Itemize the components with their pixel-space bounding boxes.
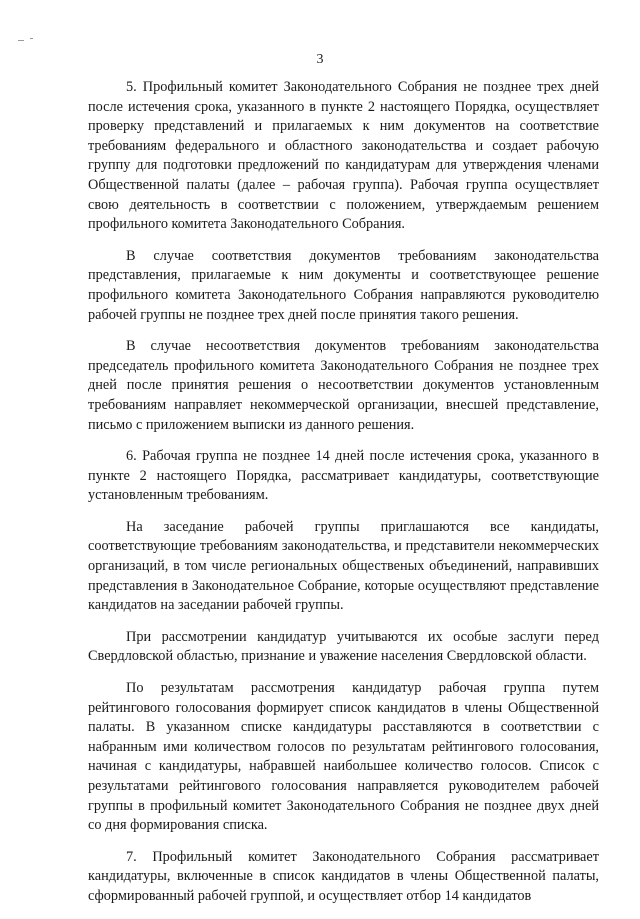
document-body [88, 78, 599, 919]
paragraph: 7. Профильный комитет Законодательного Собрания рассматривает кандидатуры, включенные в список кандидатов в члены Общественной палаты, сформированный рабочей группой, и осуществляет отбор 14 кандидатов [88, 848, 599, 904]
paragraph: По результатам рассмотрения кандидатур рабочая группа путем рейтингового голосования формирует список кандидатов в члены Общественной палаты. В указанном списке кандидатуры расставляются в соответствии с набранным ими количеством голосов по результатам рейтингового голосования, начиная с кандидатуры, набравшей наибольшее количество голосов. Список с результатами рейтингового голосования направляется руководителем рабочей группы в профильный комитет Законодательного Собрания не позднее двух дней со дня формирования списка. [88, 680, 599, 834]
paragraph: В случае соответствия документов требованиям законодательства представления, прилагаемые к ним документы и соответствующее решение профильного комитета Законодательного Собрания направляются руководителю рабочей группы не позднее трех дней после принятия такого решения. [88, 247, 599, 323]
paragraph: При рассмотрении кандидатур учитываются их особые заслуги перед Свердловской областью, признание и уважение населения Свердловской области. [88, 628, 599, 665]
scan-mark [30, 38, 33, 39]
page-number: 3 [316, 52, 324, 67]
paragraph: В случае несоответствия документов требованиям законодательства председатель профильного комитета Законодательного Собрания не позднее трех дней после принятия решения о несоответствии документов установленным требованиям направляет некоммерческой организации, внесшей представление, письмо с приложением выписки из данного решения. [88, 338, 599, 433]
scan-mark [18, 40, 24, 41]
paragraph: 5. Профильный комитет Законодательного Собрания не позднее трех дней после истечения срока, указанного в пункте 2 настоящего Порядка, осуществляет проверку представлений и прилагаемых к ним документов на соответствие требованиям федерального и областного законодательства и создает рабочую группу для подготовки предложений по кандидатурам для утверждения членами Общественной палаты (далее – рабочая группа). Рабочая группа осуществляет свою деятельность в соответствии с положением, утверждаемым решением профильного комитета Законодательного Собрания. [88, 79, 599, 233]
paragraph: На заседание рабочей группы приглашаются все кандидаты, соответствующие требованиям законодательства, и представители некоммерческих организаций, в том числе региональных общественых объединений, направивших представления в Законодательное Собрание, которые осуществляют представление кандидатов на заседании рабочей группы. [88, 518, 599, 614]
paragraph: 6. Рабочая группа не позднее 14 дней после истечения срока, указанного в пункте 2 настоящего Порядка, рассматривает кандидатуры, соответствующие установленным требованиям. [88, 448, 599, 504]
